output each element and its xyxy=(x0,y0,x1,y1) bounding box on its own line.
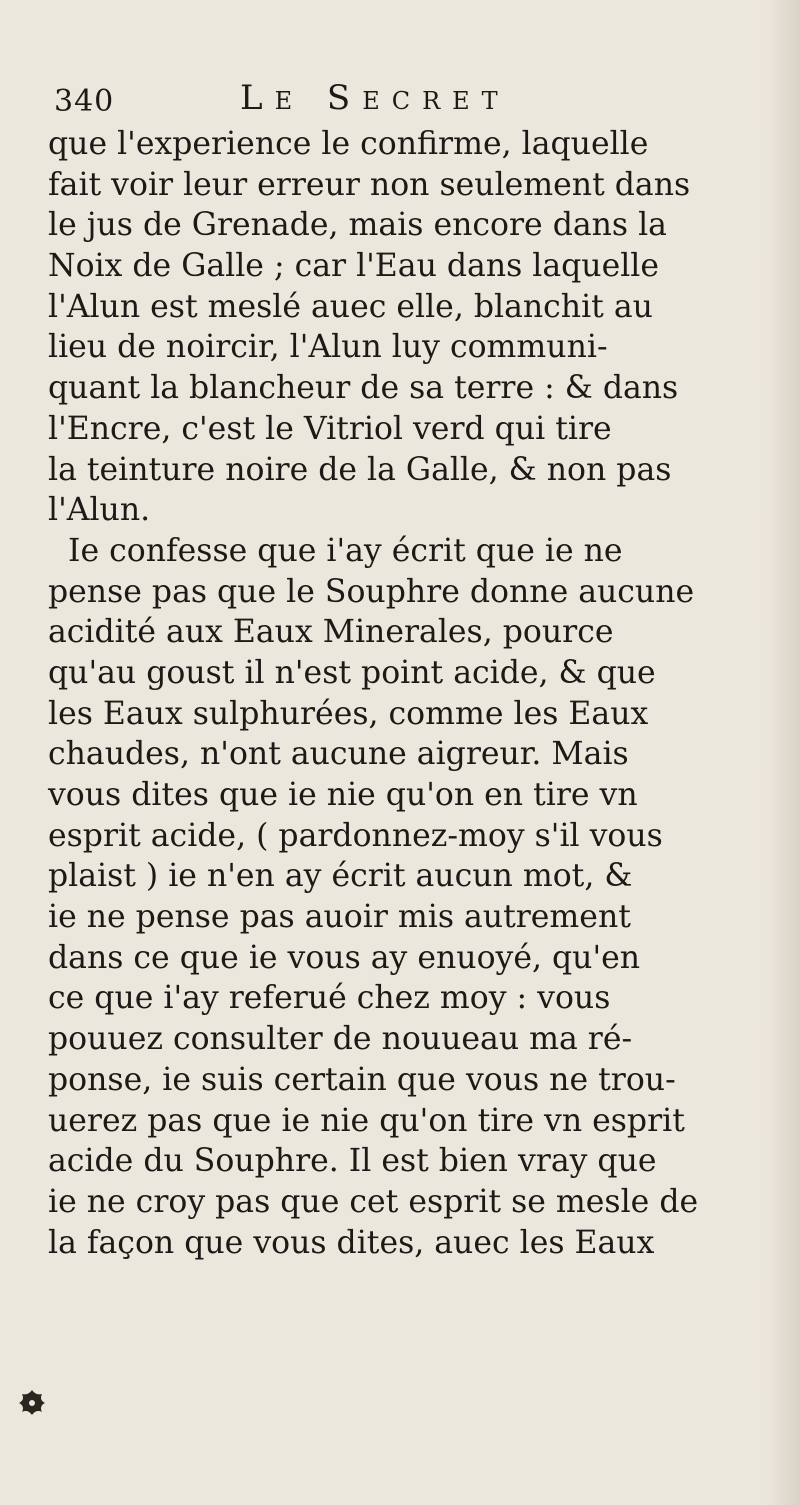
text-line: la façon que vous dites, auec les Eaux xyxy=(48,1224,655,1261)
text-line: quant la blancheur de sa terre : & dans xyxy=(48,370,679,407)
text-line: ie ne pense pas auoir mis autrement xyxy=(48,899,631,936)
text-line: Noix de Galle ; car l'Eau dans laquelle xyxy=(48,248,660,285)
text-line: dans ce que ie vous ay enuoyé, qu'en xyxy=(48,939,641,976)
text-line: l'Encre, c'est le Vitriol verd qui tire xyxy=(48,410,612,447)
text-line: esprit acide, ( pardonnez-moy s'il vous xyxy=(48,817,663,854)
text-line: ponse, ie suis certain que vous ne trou- xyxy=(48,1061,676,1098)
page-number: 340 xyxy=(54,84,115,119)
printer-fleuron-icon xyxy=(16,1388,48,1416)
text-line: qu'au goust il n'est point acide, & que xyxy=(48,654,656,691)
running-title: Le Secret xyxy=(240,78,510,118)
text-line: plaist ) ie n'en ay écrit aucun mot, & xyxy=(48,858,633,895)
text-line: acide du Souphre. Il est bien vray que xyxy=(48,1143,657,1180)
text-line: les Eaux sulphurées, comme les Eaux xyxy=(48,695,649,732)
text-line: pouuez consulter de nouueau ma ré- xyxy=(48,1021,633,1058)
text-line: acidité aux Eaux Minerales, pource xyxy=(48,614,614,651)
text-line: ce que i'ay referué chez moy : vous xyxy=(48,980,611,1017)
text-line: que l'experience le confirme, laquelle xyxy=(48,126,649,162)
text-line: l'Alun. xyxy=(48,492,151,529)
text-line: ie ne croy pas que cet esprit se mesle de xyxy=(48,1183,699,1220)
text-line: l'Alun est meslé auec elle, blanchit au xyxy=(48,288,653,325)
text-line: lieu de noircir, l'Alun luy communi- xyxy=(48,329,608,366)
running-head xyxy=(54,78,744,120)
text-line: fait voir leur erreur non seulement dans xyxy=(48,166,691,203)
body-text xyxy=(48,124,780,1263)
text-line: Ie confesse que i'ay écrit que ie ne xyxy=(68,532,623,569)
text-line: la teinture noire de la Galle, & non pas xyxy=(48,451,672,488)
text-line: vous dites que ie nie qu'on en tire vn xyxy=(48,777,638,813)
text-line: pense pas que le Souphre donne aucune xyxy=(48,573,695,610)
text-line: le jus de Grenade, mais encore dans la xyxy=(48,207,667,244)
text-line: uerez pas que ie nie qu'on tire vn esprit xyxy=(48,1102,685,1139)
text-line: chaudes, n'ont aucune aigreur. Mais xyxy=(48,736,629,773)
